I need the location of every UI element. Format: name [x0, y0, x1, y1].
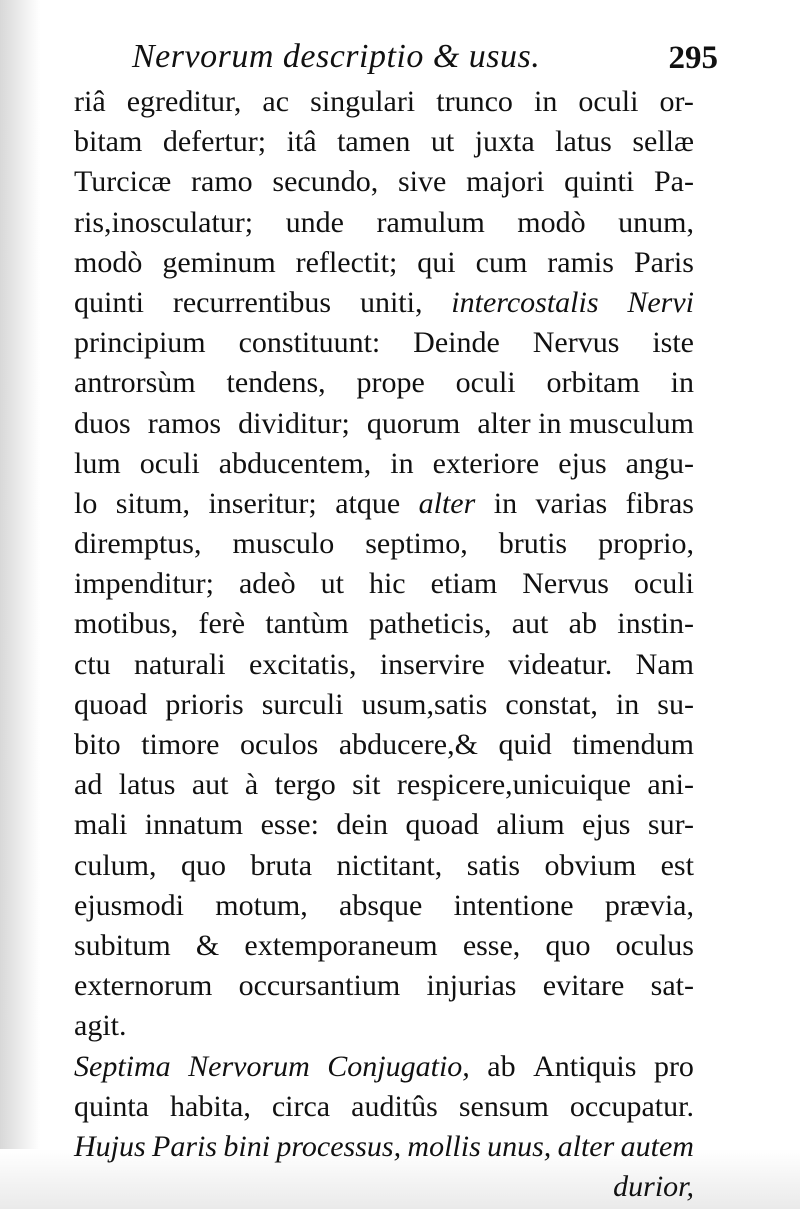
word: antrorsùm	[74, 366, 196, 400]
word: quinti	[74, 285, 145, 319]
word: obvium	[544, 848, 637, 882]
word: ramo	[191, 165, 253, 199]
word: ramos	[147, 406, 222, 440]
page-gutter-shadow	[0, 0, 40, 1209]
word: aut	[511, 607, 549, 641]
word: quoad	[74, 687, 148, 721]
text-line	[74, 122, 694, 162]
word: secundo,	[272, 165, 379, 199]
word: Paris	[633, 245, 694, 279]
word: ani-	[647, 768, 694, 802]
word: sur-	[647, 808, 694, 842]
word: ad	[74, 768, 103, 802]
word: Turcicæ	[74, 165, 172, 199]
word: alium	[496, 808, 565, 842]
word: ejusmodi	[74, 888, 184, 922]
word: bini	[223, 1129, 271, 1163]
word: esse,	[462, 928, 521, 962]
word: quo	[545, 928, 591, 962]
word: quinta	[74, 1089, 149, 1123]
word: fibras	[625, 486, 694, 520]
word: cum	[475, 245, 528, 279]
word: inseritur;	[208, 486, 317, 520]
word: or-	[659, 85, 694, 118]
text-line	[74, 926, 694, 966]
word: sellæ	[632, 125, 694, 159]
word: naturali	[134, 647, 226, 681]
text-line	[74, 162, 694, 202]
word: brutis	[498, 527, 568, 561]
text-line	[74, 685, 694, 725]
word: extemporaneum	[244, 928, 438, 962]
text-line	[74, 484, 694, 524]
word: adeò	[238, 567, 296, 601]
word: Nervorum	[188, 1049, 310, 1083]
word: alter	[418, 486, 476, 520]
word: latus	[118, 768, 176, 802]
word: qui	[417, 245, 456, 279]
word: occursantium	[238, 969, 401, 1003]
word: Nervus	[522, 567, 609, 601]
word: nictitant,	[336, 848, 443, 882]
word: externorum	[74, 969, 213, 1003]
word: constat,	[505, 687, 598, 721]
word: exteriore	[432, 446, 540, 480]
word: quid	[498, 728, 552, 761]
word: constituunt:	[238, 326, 381, 360]
word: tamen	[337, 125, 411, 159]
word: situm,	[115, 486, 190, 520]
word: alter in musculum	[477, 406, 694, 440]
word: &	[195, 928, 220, 962]
word: ut	[320, 567, 344, 601]
word: instin-	[617, 607, 694, 641]
word: su-	[657, 687, 694, 721]
word: inservire	[379, 647, 485, 681]
word: lum	[74, 446, 121, 480]
word: mollis	[407, 1129, 481, 1163]
word: iste	[652, 326, 694, 360]
word: duos	[74, 406, 131, 440]
word: ramis	[547, 245, 614, 279]
word: musculo	[232, 527, 335, 561]
word: Antiquis	[533, 1049, 637, 1083]
word: ejus	[582, 808, 631, 842]
text-line	[74, 564, 694, 604]
word: sive	[398, 165, 447, 199]
word: proprio,	[598, 527, 694, 561]
word: diremptus,	[74, 527, 202, 561]
word: ctu	[74, 647, 111, 681]
word: Nam	[635, 647, 694, 681]
word: occupatur.	[569, 1089, 694, 1123]
text-line	[74, 886, 694, 926]
word: unum,	[618, 205, 694, 239]
word: oculus	[615, 928, 694, 962]
word: Nervus	[532, 326, 620, 360]
word: ejus	[558, 446, 607, 480]
word: sat-	[650, 969, 694, 1003]
text-line	[74, 524, 694, 564]
text-line	[74, 1087, 694, 1127]
word: prævia,	[604, 888, 694, 922]
word: ab	[568, 607, 597, 641]
word: sensum	[458, 1089, 549, 1123]
word: circa	[271, 1089, 331, 1123]
word: quoad	[405, 808, 479, 842]
word: in	[493, 486, 518, 520]
running-head: Nervorum descriptio & usus.	[132, 38, 541, 75]
text-line	[74, 1167, 694, 1207]
word: geminum	[162, 245, 276, 279]
text-line	[74, 846, 694, 886]
text-line	[74, 805, 694, 845]
word: modò	[517, 205, 586, 239]
word: sit	[352, 768, 381, 802]
word: patheticis,	[368, 607, 492, 641]
word: autem	[620, 1129, 694, 1163]
word: in	[390, 446, 414, 480]
word: Hujus	[74, 1129, 146, 1163]
word: trunco	[436, 85, 513, 118]
word: esse:	[260, 808, 319, 842]
word: à	[244, 768, 259, 802]
word: motibus,	[74, 607, 179, 641]
word: orbitam	[546, 366, 640, 400]
word: motum,	[215, 888, 308, 922]
word: mali	[74, 808, 128, 842]
word: timendum	[572, 728, 694, 761]
word: respicere,unicuique	[396, 768, 631, 802]
word: bruta	[250, 848, 313, 882]
word: habita,	[170, 1089, 251, 1123]
text-line	[74, 444, 694, 484]
word: principium	[74, 326, 206, 360]
word: oculi	[139, 446, 200, 480]
word: unus,	[487, 1129, 552, 1163]
word: quinti	[564, 165, 635, 199]
word: itâ	[286, 125, 317, 159]
text-line	[74, 765, 694, 805]
word: aut	[191, 768, 229, 802]
word: riâ	[74, 85, 106, 118]
word: septimo,	[365, 527, 468, 561]
word: dividitur;	[238, 406, 350, 440]
word: durior,	[613, 1170, 694, 1204]
word: unde	[285, 205, 344, 239]
word: dein	[336, 808, 389, 842]
word: uniti,	[359, 285, 423, 319]
text-line	[74, 203, 694, 243]
word: intentione	[453, 888, 574, 922]
word: etiam	[430, 567, 498, 601]
word: oculos	[240, 728, 319, 761]
word: est	[660, 848, 694, 882]
text-line	[74, 966, 694, 1006]
word: absque	[339, 888, 423, 922]
word: tantùm	[265, 607, 349, 641]
word: surculi	[261, 687, 344, 721]
word: processus,	[276, 1129, 402, 1163]
word: Septima	[74, 1049, 171, 1083]
word: satis	[466, 848, 521, 882]
text-line	[74, 1006, 694, 1046]
text-line	[74, 363, 694, 403]
word: timore	[141, 728, 220, 761]
word: bito	[74, 728, 121, 761]
word: innatum	[144, 808, 244, 842]
word: in	[533, 85, 558, 118]
text-line	[74, 725, 694, 765]
word: ramulum	[376, 205, 485, 239]
word: excitatis,	[249, 647, 357, 681]
text-line	[74, 645, 694, 685]
word: Deinde	[413, 326, 500, 360]
word: videatur.	[508, 647, 613, 681]
word: lo	[74, 486, 98, 520]
word: oculi	[578, 85, 639, 118]
page-number: 295	[668, 40, 718, 76]
word: in	[670, 366, 694, 400]
word: oculi	[633, 567, 694, 601]
word: modò	[74, 245, 143, 279]
word: recurrentibus	[172, 285, 332, 319]
word: tendens,	[226, 366, 326, 400]
word: atque	[335, 486, 401, 520]
word: bitam	[74, 125, 143, 159]
word: evitare	[542, 969, 625, 1003]
word: usum,satis	[361, 687, 488, 721]
word: singulari	[310, 85, 416, 118]
word: varias	[535, 486, 608, 520]
word: ut	[430, 125, 455, 159]
word: agit.	[74, 1009, 127, 1043]
word: ab	[487, 1049, 516, 1083]
word: alter	[557, 1129, 615, 1163]
word: Nervi	[627, 285, 694, 319]
word: reflectit;	[295, 245, 398, 279]
word: Conjugatio,	[327, 1049, 470, 1083]
word: majori	[466, 165, 545, 199]
word: angu-	[625, 446, 694, 480]
text-line	[74, 323, 694, 363]
word: hic	[368, 567, 406, 601]
word: subitum	[74, 928, 171, 962]
word: juxta	[474, 125, 535, 159]
word: in	[615, 687, 640, 721]
text-line	[74, 1127, 694, 1167]
word: tergo	[274, 768, 336, 802]
word: egreditur,	[126, 85, 242, 118]
word: pro	[653, 1049, 694, 1083]
word: culum,	[74, 848, 157, 882]
text-line	[74, 404, 694, 444]
word: ac	[262, 85, 290, 118]
text-line	[74, 243, 694, 283]
word: auditûs	[351, 1089, 438, 1123]
word: defertur;	[162, 125, 267, 159]
word: Pa-	[653, 165, 694, 199]
word: abducentem,	[218, 446, 372, 480]
text-line	[74, 604, 694, 644]
word: injurias	[426, 969, 517, 1003]
word: intercostalis	[451, 285, 599, 319]
word: ris,inosculatur;	[74, 205, 254, 239]
word: prioris	[165, 687, 244, 721]
word: prope	[356, 366, 425, 400]
word: oculi	[455, 366, 516, 400]
text-line	[74, 1047, 694, 1087]
word: quo	[180, 848, 226, 882]
body-text	[74, 82, 694, 1207]
text-line	[74, 82, 694, 122]
word: ferè	[198, 607, 246, 641]
word: impenditur;	[74, 567, 214, 601]
word: abducere,&	[338, 728, 478, 761]
text-line	[74, 283, 694, 323]
word: Paris	[152, 1129, 218, 1163]
word: quorum	[366, 406, 461, 440]
word: latus	[555, 125, 612, 159]
